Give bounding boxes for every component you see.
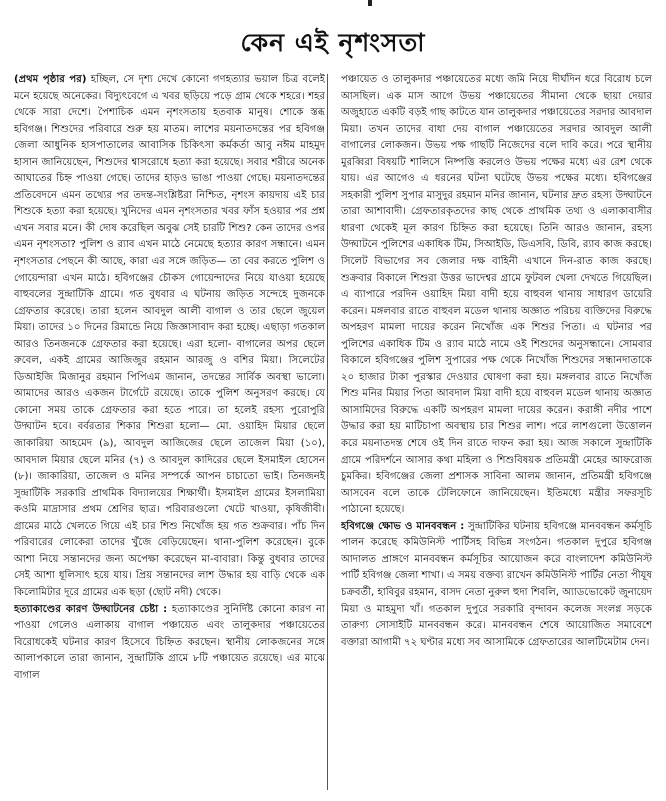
right-column [341,72,652,794]
column-divider [327,74,328,790]
left-paragraph-1 [14,72,325,602]
jump-label: (প্রথম পৃষ্ঠার পর) [14,74,87,85]
right-paragraph-1: পঞ্চায়েত ও তালুকদার পঞ্চায়েতের মধ্যে জমি নিয়ে দীর্ঘদিন ধরে বিরোধ চলে আসছিল। এক মাস আগে উভয় পঞ্চায়েতের সীমানা থেকে ছায়া দেয়ার অজুহাতে একটি বড়ই গাছ কাটতে যান তালুকদার পঞ্চায়েতের সরদার আবদাল মিয়া। তখন তাদের বাধা দেয় বাগাল পঞ্চায়েতের সরদার আবদুল আলী বাগালের লোকজন। উভয় পক্ষ গাছটি নিজেদের বলে দাবি করে। পরে স্থানীয় মুরব্বিরা বিষয়টি শালিসে নিষ্পত্তি করলেও উভয় পক্ষের মধ্যে এর রেশ থেকে যায়। এর আগেও এ ধরনের ঘটনা ঘটেছে উভয় পক্ষের মধ্যে। হবিগঞ্জের সহকারী পুলিশ সুপার মাসুদুর রহমান মনির জানান, ঘটনার দ্রুত রহস্য উদ্ঘাটনে তারা আশাবাদী। গ্রেফতারকৃতদের কাছ থেকে প্রাথমিক তথ্য ও এলাকাবাসীর ধারণা থেকেই মূল কারণ চিহ্নিত করা হয়েছে। তিনি আরও জানান, রহস্য উদ্ঘাটনে পুলিশের একাধিক টিম, সিআইডি, ডিএসবি, ডিবি, র‍্যাব কাজ করছে। সিলেট বিভাগের সব জেলার দক্ষ বাহিনী এখানে দিন-রাত কাজ করছে। শুক্রবার বিকালে শিশুরা উত্তর ভাদেশ্বর গ্রামে ফুটবল খেলা দেখতে গিয়েছিল। এ ব্যাপারে পরদিন ওয়াহিদ মিয়া বাদী হয়ে বাহুবল থানায় সাধারণ ডায়েরি করেন। মঙ্গলবার রাতে বাহুবল মডেল থানায় অজ্ঞাত পরিচয় ব্যক্তিদের বিরুদ্ধে অপহরণ মামলা দায়ের করেন নিখোঁজ এক শিশুর পিতা। এ ঘটনার পর পুলিশের একাধিক টিম ও র‍্যাব মাঠে নামে ওই শিশুদের অনুসন্ধানে। সোমবার বিকালে হবিগঞ্জের পুলিশ সুপারের পক্ষ থেকে নিখোঁজ শিশুদের সন্ধানদাতাকে ২০ হাজার টাকা পুরস্কার দেওয়ার ঘোষণা করা হয়। মঙ্গলবার রাতে নিখোঁজ শিশু মনির মিয়ার পিতা আবদাল মিয়া বাদী হয়ে বাহুবল মডেল থানায় অজ্ঞাত আসামিদের বিরুদ্ধে একটি অপহরণ মামলা দায়ের করেন। করাঙ্গী নদীর পাশে উদ্ধার করা হয় মাটিচাপা অবস্থায় চার শিশুর লাশ। পরে লাশগুলো উত্তোলন করে ময়নাতদন্ত শেষে ওই দিন রাতে দাফন করা হয়। আজ সকালে সুন্দ্রাটিকি গ্রামে পরিদর্শনে আসার কথা মহিলা ও শিশুবিষয়ক প্রতিমন্ত্রী মেহের আফরোজ চুমকির। হবিগঞ্জের জেলা প্রশাসক সাবিনা আলম জানান, প্রতিমন্ত্রী হবিগঞ্জে আসবেন বলে তাকে টেলিফোনে জানিয়েছেন। ইতিমধ্যে মন্ত্রীর সফরসূচি পাঠানো হয়েছে। [341,74,652,516]
left-column [14,72,325,794]
headline: কেন এই নৃশংসতা [240,28,426,57]
left-paragraph-2 [14,602,325,685]
subhead-protest: হবিগঞ্জে ক্ষোভ ও মানববন্ধন : [341,520,465,532]
fold-mark [368,0,372,6]
top-rule [0,0,666,14]
right-paragraph-2-text: সুন্দ্রাটিকির ঘটনায় হবিগঞ্জে মানববন্ধন কর্মসূচি পালন করেছে কমিউনিস্ট পার্টিসহ বিভিন্ন সংগঠন। গতকাল দুপুরে হবিগঞ্জ আদালত প্রাঙ্গণে মানববন্ধন কর্মসূচির আয়োজন করে বাংলাদেশ কমিউনিস্ট পার্টি হবিগঞ্জ জেলা শাখা। এ সময় বক্তব্য রাখেন কমিউনিস্ট পার্টির নেতা পীযূষ চক্রবর্তী, হাবিবুর রহমান, বাসদ নেতা নুরুল হুদা শিবলি, অ্যাডভোকেট জুনায়েদ মিয়া ও মাহমুদা খাঁ। গতকাল দুপুরে সরকারি বৃন্দাবন কলেজ সংলগ্ন সড়কে তারুণ্য সোসাইটি মানববন্ধন করে। মানববন্ধন শেষে আয়োজিত সমাবেশে বক্তারা আগামী ৭২ ঘণ্টার মধ্যে সব আসামিকে গ্রেফতারের আলটিমেটাম দেন। [341,520,652,648]
left-paragraph-1-text: হচ্ছিল, সে দৃশ্য দেখে কোনো গণহত্যার ভয়াল চিত্র বলেই মনে হয়েছে অনেকের। বিদ্যুৎবেগে এ খবর ছড়িয়ে পড়ে গ্রাম থেকে শহরে। শহর থেকে সারা দেশে। পৈশাচিক এমন নৃশংসতায় হতবাক মানুষ। শোকে স্তব্ধ হবিগঞ্জ। শিশুদের পরিবারে শুরু হয় মাতম। লাশের ময়নাতদন্তের পর হবিগঞ্জ জেলা আধুনিক হাসপাতালের আবাসিক চিকিৎসা কর্মকর্তা আবু নঈম মাহমুদ হাসান জানিয়েছেন, শিশুদের শ্বাসরোধে হত্যা করা হয়েছে। সবার শরীরে অনেক আঘাতের চিহ্ন পাওয়া গেছে। তাদের হাড়ও ভাঙা পাওয়া গেছে। ময়নাতদন্তের প্রতিবেদনে এমন তথ্যের পর তদন্ত-সংশ্লিষ্টরা নিশ্চিত, নৃশংস কায়দায় এই চার শিশুকে হত্যা করা হয়েছে। খুনিদের এমন নৃশংসতার খবর ফাঁস হওয়ার পর প্রশ্ন এখন সবার মনে। কী দোষ করেছিল অবুঝ সেই চারটি শিশু? কেন তাদের ওপর এমন নৃশংসতা? পুলিশ ও র‍্যাব এখন মাঠে নেমেছে হত্যার কারণ সন্ধানে। এমন নৃশংসতার পেছনে কী আছে, কারা এর সঙ্গে জড়িত— তা বের করতে পুলিশ ও গোয়েন্দারা এখন মাঠে। হবিগঞ্জের চৌকস গোয়েন্দাদের নিয়ে যাওয়া হয়েছে বাহুবলের সুন্দ্রাটিকি গ্রামে। গত বুধবার এ ঘটনায় জড়িত সন্দেহে দুজনকে গ্রেফতার করেছে। তারা হলেন আবদুল আলী বাগাল ও তার ছেলে জুয়েল মিয়া। তাদের ১০ দিনের রিমান্ডে নিয়ে জিজ্ঞাসাবাদ করা হচ্ছে। এছাড়া গতকাল আরও তিনজনকে গ্রেফতার করা হয়েছে। এরা হলো- বাগালের অপর ছেলে রুবেল, একই গ্রামের আজিজুর রহমান আরজু ও বশির মিয়া। সিলেটের ডিআইজি মিজানুর রহমান পিপিএম জানান, তদন্তের সার্বিক অবস্থা ভালো। আমাদের আরও একজন টার্গেটে রয়েছে। তাকে পুলিশ অনুসরণ করছে। যে কোনো সময় তাকে গ্রেফতার করা হতে পারে। তা হলেই রহস্য পুরোপুরি উদ্ঘাটন হবে। বর্বরতার শিকার শিশুরা হলো— মো. ওয়াহিদ মিয়ার ছেলে জাকারিয়া আহমেদ (৯), আবদুল আজিজের ছেলে তাজেল মিয়া (১০), আবদাল মিয়ার ছেলে মনির (৭) ও আবদুল কাদিরের ছেলে ইসমাইল হোসেন (৮)। জাকারিয়া, তাজেল ও মনির সম্পর্কে আপন চাচাতো ভাই। তিনজনই সুন্দ্রাটিকি সরকারি প্রাথমিক বিদ্যালয়ের শিক্ষার্থী। ইসমাইল গ্রামের ইসলামিয়া কওমি মাদ্রাসার প্রথম শ্রেণির ছাত্র। পরিবারগুলো খেটে খাওয়া, কৃষিজীবী। গ্রামের মাঠে খেলতে গিয়ে এই চার শিশু নিখোঁজ হয় গত শুক্রবার। পাঁচ দিন পরিবারের লোকেরা তাদের খুঁজে বেড়িয়েছেন। থানা-পুলিশ করেছেন। বুকে আশা নিয়ে সন্তানদের জন্য অপেক্ষা করেছেন মা-বাবারা। কিন্তু বুধবার তাদের সেই আশা ধূলিসাৎ হয়ে যায়। প্রিয় সন্তানদের লাশ উদ্ধার হয় বাড়ি থেকে এক কিলোমিটার দূরে গ্রামের এক ছড়া (ছোট নদী) থেকে। [14,74,325,598]
right-paragraph-2 [341,519,652,651]
left-paragraph-2-text: হত্যাকাণ্ডের সুনির্দিষ্ট কোনো কারণ না পাওয়া গেলেও এলাকায় বাগাল পঞ্চায়েত এবং তালুকদার পঞ্চায়েতের বিরোধকেই ঘটনার কারণ হিসেবে চিহ্নিত করছেন। স্থানীয় লোকজনের সঙ্গে আলাপকালে তারা জানান, সুন্দ্রাটিকি গ্রামে ৮টি পঞ্চায়েত রয়েছে। এর মাঝে বাগাল [14,603,325,681]
subhead-cause: হত্যাকাণ্ডের কারণ উদ্ঘাটনের চেষ্টা : [14,603,168,615]
